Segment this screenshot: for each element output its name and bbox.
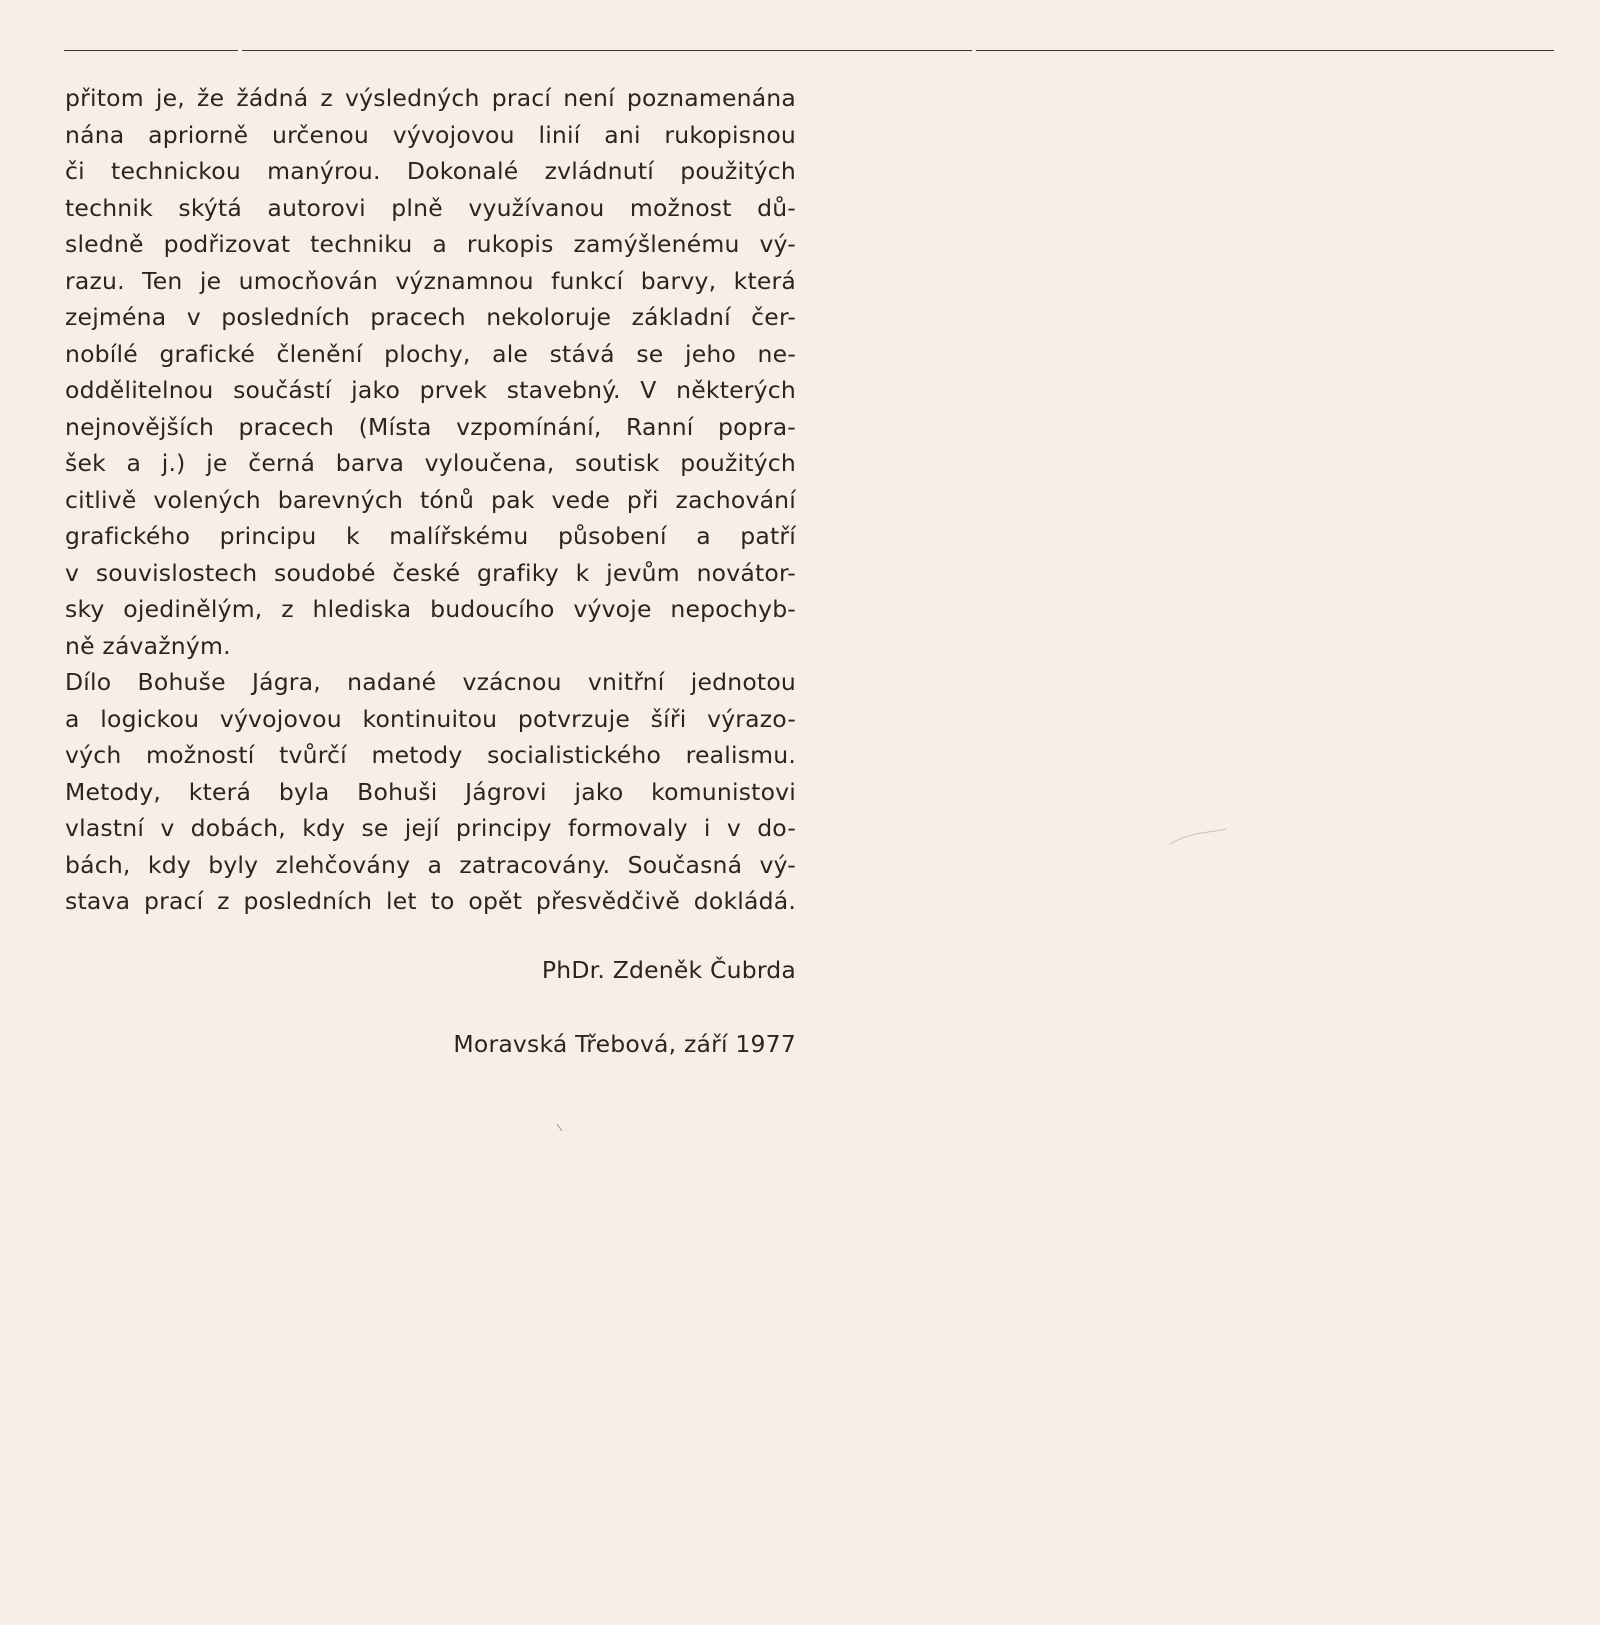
text-line: Dílo Bohuše Jágra, nadané vzácnou vnitřní jednotou bbox=[65, 668, 796, 696]
text-line: a logickou vývojovou kontinuitou potvrzuje šíři výrazo- bbox=[65, 704, 796, 733]
text-line: nána apriorně určenou vývojovou linií ani rukopisnou bbox=[65, 120, 796, 149]
body-text bbox=[65, 80, 796, 920]
text-line: vlastní v dobách, kdy se její principy formovaly i v do- bbox=[65, 814, 796, 842]
text-line: či technickou manýrou. Dokonalé zvládnutí použitých bbox=[65, 157, 796, 185]
text-line: technik skýtá autorovi plně využívanou možnost dů- bbox=[65, 193, 796, 222]
text-line: přitom je, že žádná z výsledných prací není poznamenána bbox=[65, 84, 796, 112]
text-line: nejnovějších pracech (Místa vzpomínání, Ranní popra- bbox=[65, 412, 796, 441]
paper-speck bbox=[1168, 826, 1228, 846]
text-line: nobílé grafické členění plochy, ale stává se jeho ne- bbox=[65, 339, 796, 368]
header-rule-right bbox=[976, 50, 1554, 51]
text-line: v souvislostech soudobé české grafiky k jevům novátor- bbox=[65, 558, 796, 587]
text-line: ně závažným. bbox=[65, 631, 231, 660]
paper-speck bbox=[556, 1123, 564, 1133]
text-line: razu. Ten je umocňován významnou funkcí barvy, která bbox=[65, 266, 796, 295]
text-line: oddělitelnou součástí jako prvek stavebný. V některých bbox=[65, 376, 796, 404]
text-line: stava prací z posledních let to opět přesvědčivě dokládá. bbox=[65, 887, 796, 915]
text-line: Metody, která byla Bohuši Jágrovi jako komunistovi bbox=[65, 777, 796, 806]
paragraph-2 bbox=[65, 664, 796, 920]
place-and-date: Moravská Třebová, září 1977 bbox=[453, 1030, 796, 1058]
text-line: sledně podřizovat techniku a rukopis zamýšlenému vý- bbox=[65, 230, 796, 258]
paragraph-1 bbox=[65, 80, 796, 664]
header-rule-middle bbox=[242, 50, 972, 51]
text-line: bách, kdy byly zlehčovány a zatracovány. Současná vý- bbox=[65, 850, 796, 879]
text-line: šek a j.) je černá barva vyloučena, soutisk použitých bbox=[65, 449, 796, 477]
text-line: citlivě volených barevných tónů pak vede při zachování bbox=[65, 485, 796, 514]
text-line: vých možností tvůrčí metody socialistického realismu. bbox=[65, 741, 796, 769]
text-line: zejména v posledních pracech nekoloruje základní čer- bbox=[65, 303, 796, 331]
text-line: sky ojedinělým, z hlediska budoucího vývoje nepochyb- bbox=[65, 595, 796, 623]
author-signature: PhDr. Zdeněk Čubrda bbox=[541, 956, 796, 984]
text-line: grafického principu k malířskému působení a patří bbox=[65, 522, 796, 550]
header-rule-left bbox=[64, 50, 238, 51]
